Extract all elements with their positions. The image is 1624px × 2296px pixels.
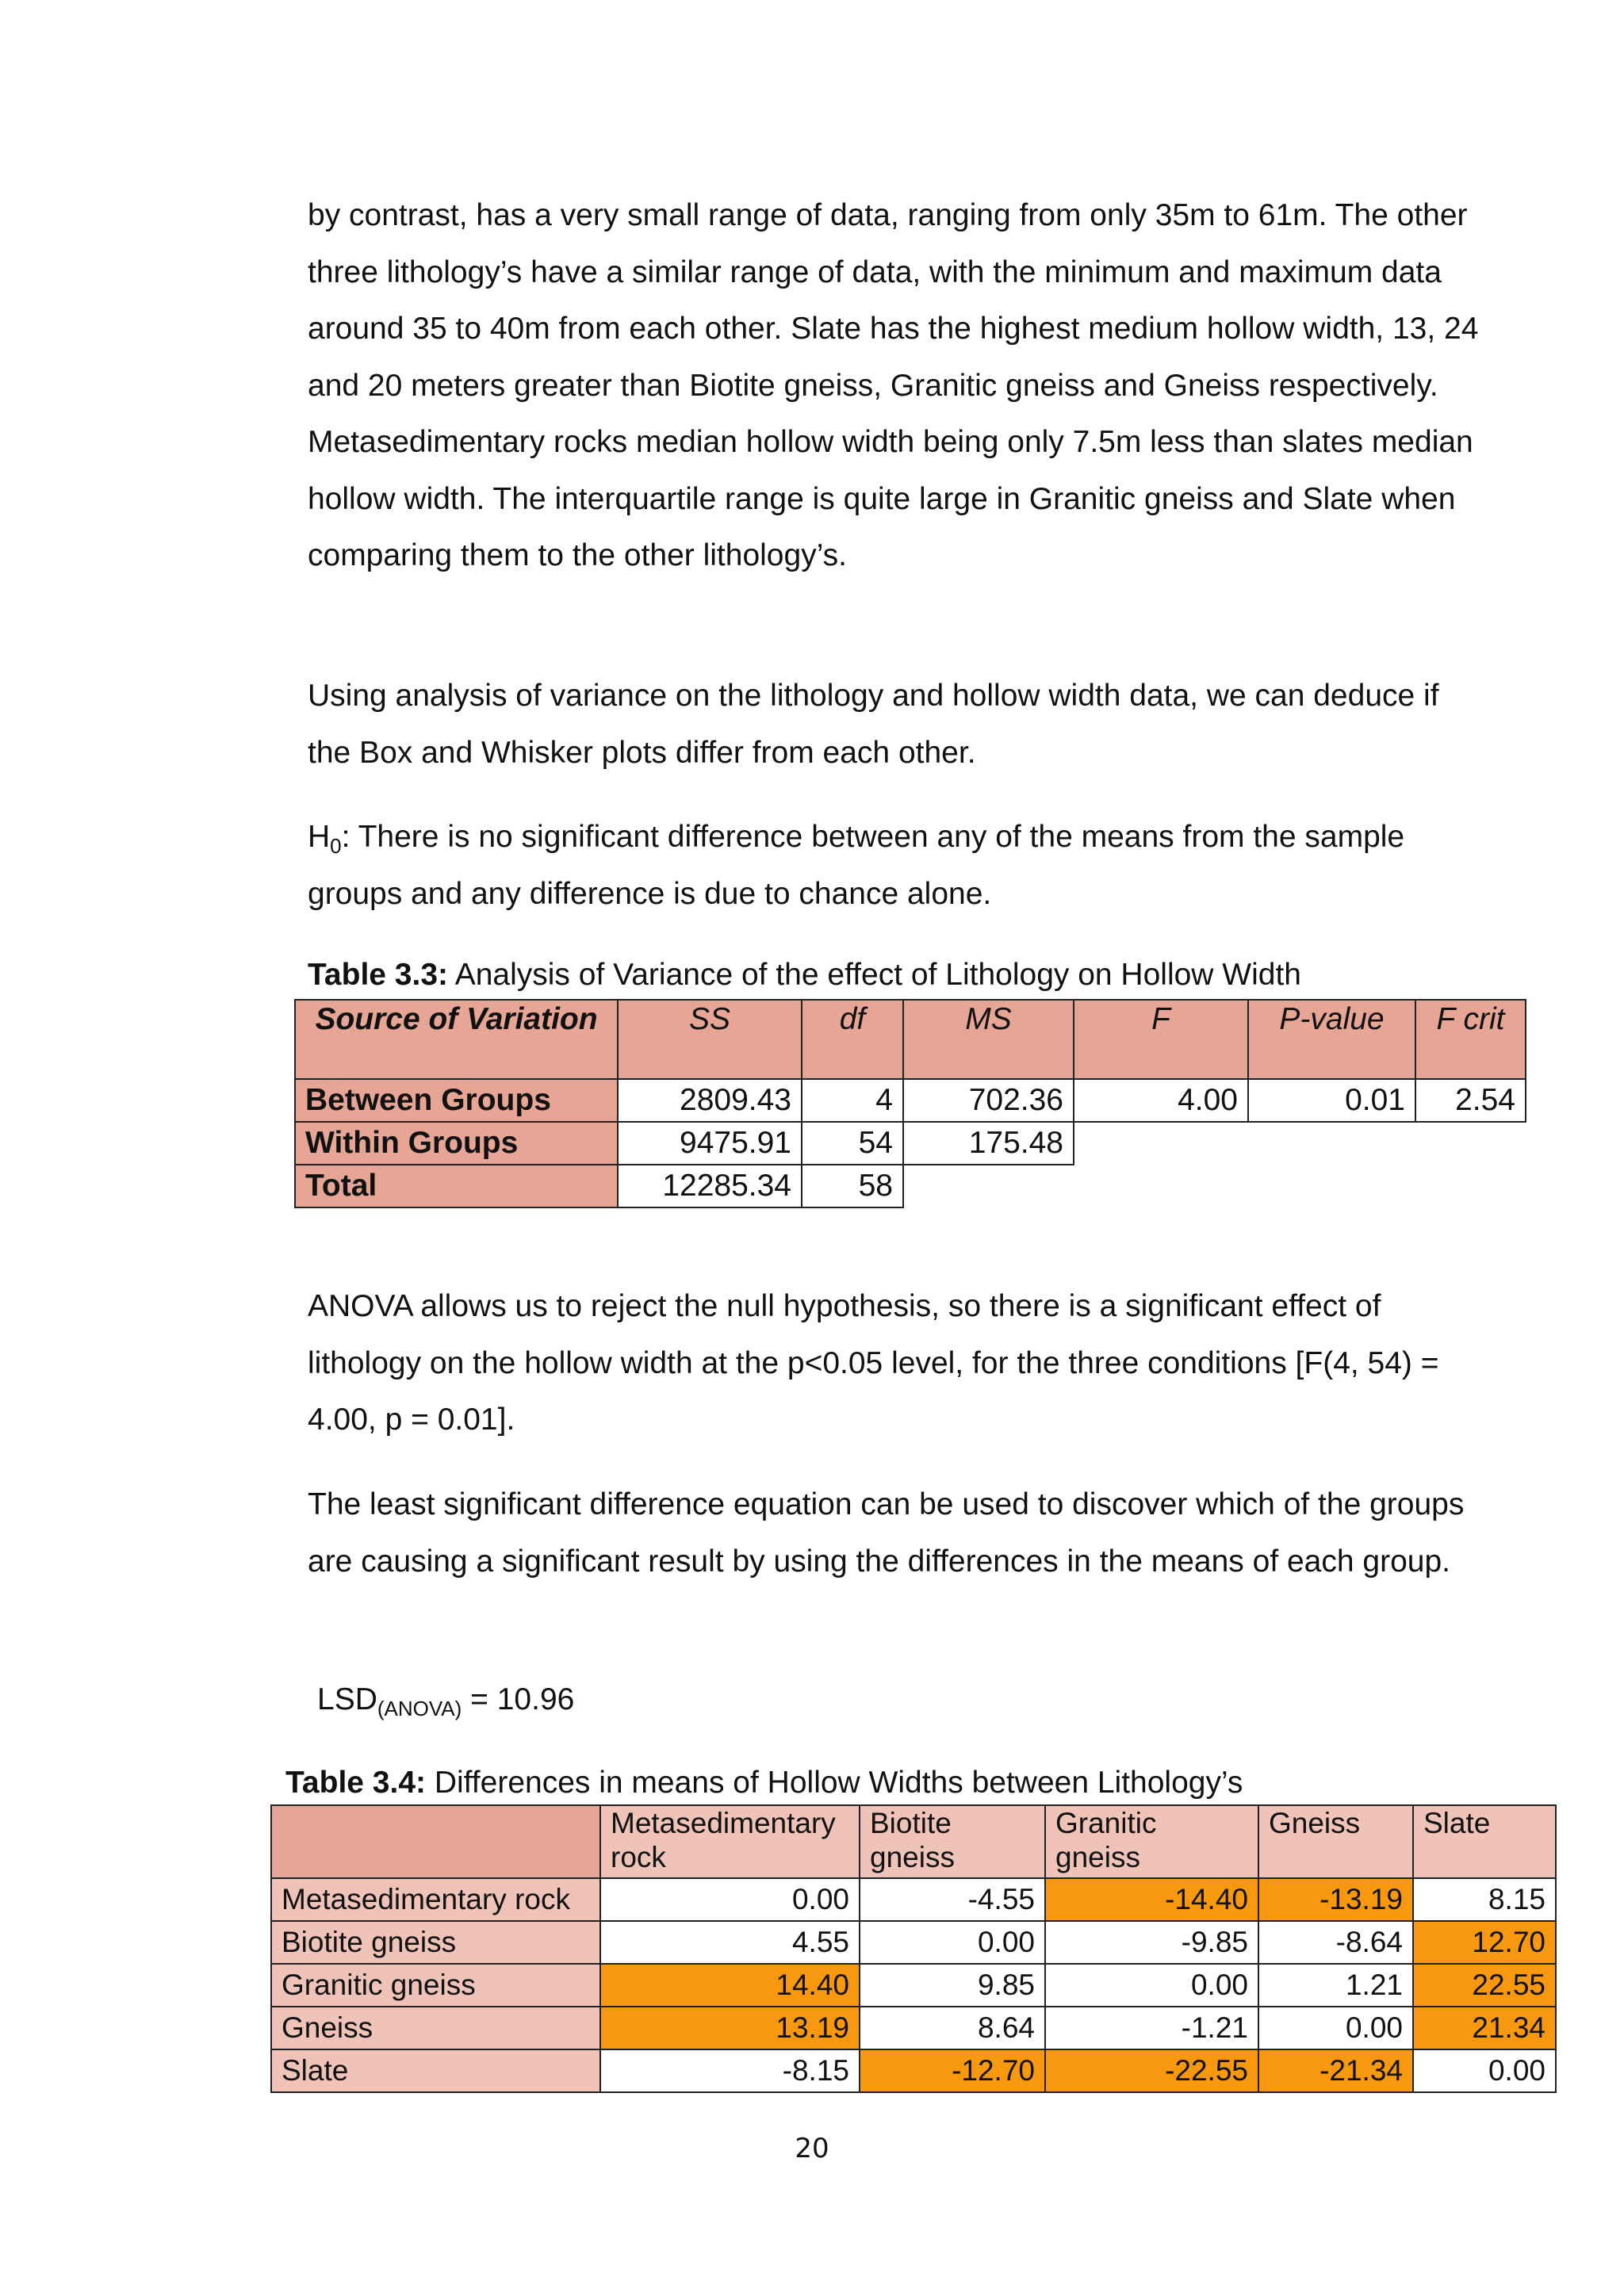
- diff-header-granitic: Granitic gneiss: [1045, 1805, 1258, 1878]
- diff-cell-significant: -22.55: [1045, 2049, 1258, 2092]
- anova-cell-empty: [1415, 1122, 1526, 1165]
- paragraph-anova-result: ANOVA allows us to reject the null hypothesis, so there is a significant effect of lithology on the hollow width at the p<0.05 level, for the three conditions [F(4, 54) = 4.00, p = 0.01].: [308, 1289, 1439, 1437]
- table-3-3-caption-text: Analysis of Variance of the effect of Lithology on Hollow Width: [448, 958, 1302, 992]
- anova-header-pvalue: P-value: [1248, 1000, 1415, 1079]
- diff-table-row: [271, 1964, 1556, 2007]
- diff-cell-significant: -13.19: [1258, 1878, 1413, 1921]
- lsd-label: LSD: [317, 1682, 377, 1716]
- diff-cell-significant: -21.34: [1258, 2049, 1413, 2092]
- table-3-3-caption-label: Table 3.3:: [308, 958, 449, 992]
- anova-cell-empty: [1248, 1165, 1415, 1207]
- diff-cell: 8.15: [1413, 1878, 1556, 1921]
- diff-cell: 0.00: [860, 1921, 1045, 1964]
- diff-cell-significant: 13.19: [600, 2007, 860, 2049]
- diff-cell-significant: 14.40: [600, 1964, 860, 2007]
- lsd-equation: [317, 1678, 574, 1722]
- anova-cell-ss: 12285.34: [618, 1165, 802, 1207]
- anova-cell-df: 54: [802, 1122, 903, 1165]
- diff-cell-significant: -14.40: [1045, 1878, 1258, 1921]
- diff-row-label: Granitic gneiss: [271, 1964, 600, 2007]
- lsd-value: = 10.96: [462, 1682, 575, 1716]
- diff-cell-significant: 21.34: [1413, 2007, 1556, 2049]
- diff-cell: 0.00: [1413, 2049, 1556, 2092]
- table-3-3-caption: [308, 956, 1301, 994]
- anova-cell-pvalue: 0.01: [1248, 1079, 1415, 1122]
- diff-table-row: [271, 1921, 1556, 1964]
- diff-cell: -1.21: [1045, 2007, 1258, 2049]
- diff-table-row: [271, 2007, 1556, 2049]
- anova-cell-ss: 2809.43: [618, 1079, 802, 1122]
- anova-header-df: df: [802, 1000, 903, 1079]
- diff-row-label: Biotite gneiss: [271, 1921, 600, 1964]
- anova-cell-empty: [1415, 1165, 1526, 1207]
- anova-header-ms: MS: [903, 1000, 1074, 1079]
- paragraph-lsd-intro: The least significant difference equation can be used to discover which of the groups are causing a significant result by using the differences in the means of each group.: [308, 1487, 1465, 1578]
- anova-row-label: Between Groups: [295, 1079, 618, 1122]
- anova-row-label: Within Groups: [295, 1122, 618, 1165]
- page-number: 20: [795, 2133, 829, 2164]
- diff-table-row: [271, 1878, 1556, 1921]
- diff-cell-significant: 12.70: [1413, 1921, 1556, 1964]
- diff-cell: 4.55: [600, 1921, 860, 1964]
- anova-row-between-groups: [295, 1079, 1526, 1122]
- diff-cell-significant: -12.70: [860, 2049, 1045, 2092]
- diff-row-label: Slate: [271, 2049, 600, 2092]
- anova-cell-ms: 175.48: [903, 1122, 1074, 1165]
- paragraph-null-hypothesis: [308, 809, 1481, 922]
- diff-cell-significant: 22.55: [1413, 1964, 1556, 2007]
- diff-cell: -8.64: [1258, 1921, 1413, 1964]
- diff-table-body: [271, 1878, 1556, 2092]
- mean-differences-table: [270, 1804, 1557, 2093]
- anova-cell-empty: [903, 1165, 1074, 1207]
- table-3-4-caption: [285, 1764, 1243, 1802]
- diff-cell: -4.55: [860, 1878, 1045, 1921]
- diff-header-biotite: Biotite gneiss: [860, 1805, 1045, 1878]
- anova-row-label: Total: [295, 1165, 618, 1207]
- diff-cell: -8.15: [600, 2049, 860, 2092]
- diff-header-row: [271, 1805, 1556, 1878]
- anova-cell-df: 58: [802, 1165, 903, 1207]
- table-3-4-caption-label: Table 3.4:: [285, 1766, 427, 1800]
- anova-row-within-groups: [295, 1122, 1526, 1165]
- diff-row-label: Gneiss: [271, 2007, 600, 2049]
- diff-header-metasedimentary: Metasedimentary rock: [600, 1805, 860, 1878]
- diff-header-corner: [271, 1805, 600, 1878]
- anova-cell-empty: [1074, 1165, 1248, 1207]
- table-3-4-caption-text: Differences in means of Hollow Widths between Lithology’s: [426, 1766, 1243, 1800]
- anova-cell-empty: [1074, 1122, 1248, 1165]
- hypothesis-subscript: 0: [330, 834, 342, 858]
- anova-cell-empty: [1248, 1122, 1415, 1165]
- anova-cell-fcrit: 2.54: [1415, 1079, 1526, 1122]
- anova-row-total: [295, 1165, 1526, 1207]
- anova-header-f: F: [1074, 1000, 1248, 1079]
- paragraph-anova-intro: Using analysis of variance on the lithology and hollow width data, we can deduce if the Box and Whisker plots differ from each other.: [308, 679, 1439, 770]
- diff-cell: 8.64: [860, 2007, 1045, 2049]
- diff-cell: 1.21: [1258, 1964, 1413, 2007]
- paragraph-range-description: by contrast, has a very small range of data, ranging from only 35m to 61m. The other three lithology’s have a similar range of data, with the minimum and maximum data around 35 to 40m from each other. Slate has the highest medium hollow width, 13, 24 and 20 meters greater than Biotite gneiss, Granitic gneiss and Gneiss respectively. Metasedimentary rocks median hollow width being only 7.5m less than slates median hollow width. The interquartile range is quite large in Granitic gneiss and Slate when comparing them to the other lithology’s.: [308, 198, 1479, 572]
- diff-cell: 9.85: [860, 1964, 1045, 2007]
- diff-header-gneiss: Gneiss: [1258, 1805, 1413, 1878]
- diff-cell: -9.85: [1045, 1921, 1258, 1964]
- diff-row-label: Metasedimentary rock: [271, 1878, 600, 1921]
- diff-cell: 0.00: [600, 1878, 860, 1921]
- diff-header-slate: Slate: [1413, 1805, 1556, 1878]
- anova-cell-f: 4.00: [1074, 1079, 1248, 1122]
- anova-cell-ss: 9475.91: [618, 1122, 802, 1165]
- anova-header-row: [295, 1000, 1526, 1079]
- diff-cell: 0.00: [1258, 2007, 1413, 2049]
- anova-header-source: Source of Variation: [295, 1000, 618, 1079]
- diff-table-row: [271, 2049, 1556, 2092]
- anova-cell-ms: 702.36: [903, 1079, 1074, 1122]
- lsd-subscript: (ANOVA): [377, 1697, 462, 1720]
- diff-cell: 0.00: [1045, 1964, 1258, 2007]
- anova-header-ss: SS: [618, 1000, 802, 1079]
- hypothesis-symbol: H: [308, 820, 331, 854]
- hypothesis-text: : There is no significant difference between any of the means from the sample groups and any difference is due to chance alone.: [308, 820, 1405, 911]
- anova-header-fcrit: F crit: [1415, 1000, 1526, 1079]
- anova-table: [294, 999, 1526, 1208]
- anova-cell-df: 4: [802, 1079, 903, 1122]
